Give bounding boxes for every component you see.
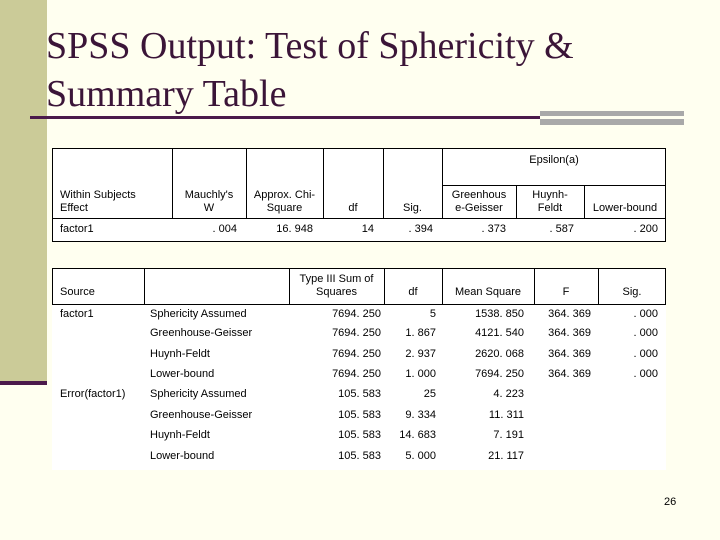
- epsilon-group-header: Epsilon(a): [529, 154, 579, 166]
- greenhouse-geisser-value: . 373: [481, 223, 506, 235]
- ss-value: 7694. 250: [332, 308, 381, 320]
- mauchly-sphericity-table: [52, 148, 666, 242]
- row-label: Huynh-Feldt: [150, 348, 210, 360]
- huynh-feldt-header: Huynh- Feldt: [532, 189, 568, 214]
- decorative-side-bar: [0, 0, 47, 383]
- sum-of-squares-header: Type III Sum of Squares: [299, 273, 374, 298]
- ms-value: 4. 223: [493, 388, 524, 400]
- ss-value: 105. 583: [338, 429, 381, 441]
- table-border-left: [52, 148, 53, 242]
- mean-square-header: Mean Square: [454, 286, 522, 298]
- sig-value: . 000: [633, 368, 658, 380]
- title-accent-bar-lower: [540, 119, 684, 125]
- sig-value: . 000: [633, 348, 658, 360]
- title-line-2: Summary Table: [46, 73, 287, 115]
- table-border-left: [52, 268, 53, 305]
- source-header: Source: [60, 286, 95, 298]
- ms-value: 2620. 068: [475, 348, 524, 360]
- row-label: Greenhouse-Geisser: [150, 409, 253, 421]
- ss-value: 7694. 250: [332, 327, 381, 339]
- sig-value: . 000: [633, 327, 658, 339]
- sig-value: . 394: [408, 223, 433, 235]
- df-value: 1. 867: [405, 327, 436, 339]
- row-label: Greenhouse-Geisser: [150, 327, 253, 339]
- row-label: Sphericity Assumed: [150, 308, 247, 320]
- row-label: Lower-bound: [150, 450, 215, 462]
- ms-value: 7694. 250: [475, 368, 524, 380]
- df-value: 14: [361, 223, 374, 235]
- within-subjects-header: Within Subjects Effect: [60, 189, 136, 214]
- f-header: F: [562, 286, 570, 298]
- ms-value: 4121. 540: [475, 327, 524, 339]
- decorative-side-line: [0, 381, 47, 385]
- mauchly-w-header: Mauchly's W: [184, 189, 234, 214]
- table-border-top: [52, 148, 666, 149]
- title-underline: [30, 116, 540, 119]
- df-value: 5. 000: [405, 450, 436, 462]
- ss-value: 105. 583: [338, 450, 381, 462]
- source-error-factor1: Error(factor1): [60, 388, 126, 400]
- df-value: 1. 000: [405, 368, 436, 380]
- page-number: 26: [664, 496, 677, 508]
- title-accent-bar: [540, 111, 684, 116]
- df-header: df: [348, 202, 358, 214]
- anova-summary-table: [52, 268, 666, 470]
- chi-square-header: Approx. Chi- Square: [253, 189, 316, 214]
- table-border-bottom: [52, 241, 666, 242]
- f-value: 364. 369: [548, 348, 591, 360]
- row-label: Sphericity Assumed: [150, 388, 247, 400]
- epsilon-group-divider: [442, 185, 666, 186]
- df-header: df: [408, 286, 418, 298]
- row-label: Lower-bound: [150, 368, 215, 380]
- greenhouse-geisser-header: Greenhous e-Geisser: [451, 189, 507, 214]
- effect-cell: factor1: [60, 223, 94, 235]
- df-value: 25: [423, 388, 436, 400]
- mauchly-w-value: . 004: [212, 223, 237, 235]
- title-line-1: SPSS Output: Test of Sphericity &: [46, 25, 574, 67]
- f-value: 364. 369: [548, 308, 591, 320]
- ss-value: 7694. 250: [332, 348, 381, 360]
- ms-value: 1538. 850: [475, 308, 524, 320]
- header-divider: [52, 304, 666, 305]
- f-value: 364. 369: [548, 327, 591, 339]
- f-value: 364. 369: [548, 368, 591, 380]
- ss-value: 105. 583: [338, 409, 381, 421]
- sig-header: Sig.: [622, 286, 642, 298]
- lower-bound-value: . 200: [633, 223, 658, 235]
- ms-value: 11. 311: [488, 409, 524, 421]
- slide-title: [46, 22, 686, 118]
- source-factor1: factor1: [60, 308, 94, 320]
- lower-bound-header: Lower-bound: [592, 202, 658, 214]
- df-value: 5: [429, 308, 436, 320]
- ss-value: 105. 583: [338, 388, 381, 400]
- ms-value: 21. 117: [488, 450, 524, 462]
- df-value: 2. 937: [405, 348, 436, 360]
- ms-value: 7. 191: [493, 429, 524, 441]
- sig-value: . 000: [633, 308, 658, 320]
- huynh-feldt-value: . 587: [549, 223, 574, 235]
- header-divider: [52, 218, 666, 219]
- row-label: Huynh-Feldt: [150, 429, 210, 441]
- ss-value: 7694. 250: [332, 368, 381, 380]
- df-value: 9. 334: [405, 409, 436, 421]
- df-value: 14. 683: [399, 429, 436, 441]
- sig-header: Sig.: [403, 202, 422, 214]
- column-divider: [144, 268, 145, 305]
- chi-square-value: 16. 948: [276, 223, 313, 235]
